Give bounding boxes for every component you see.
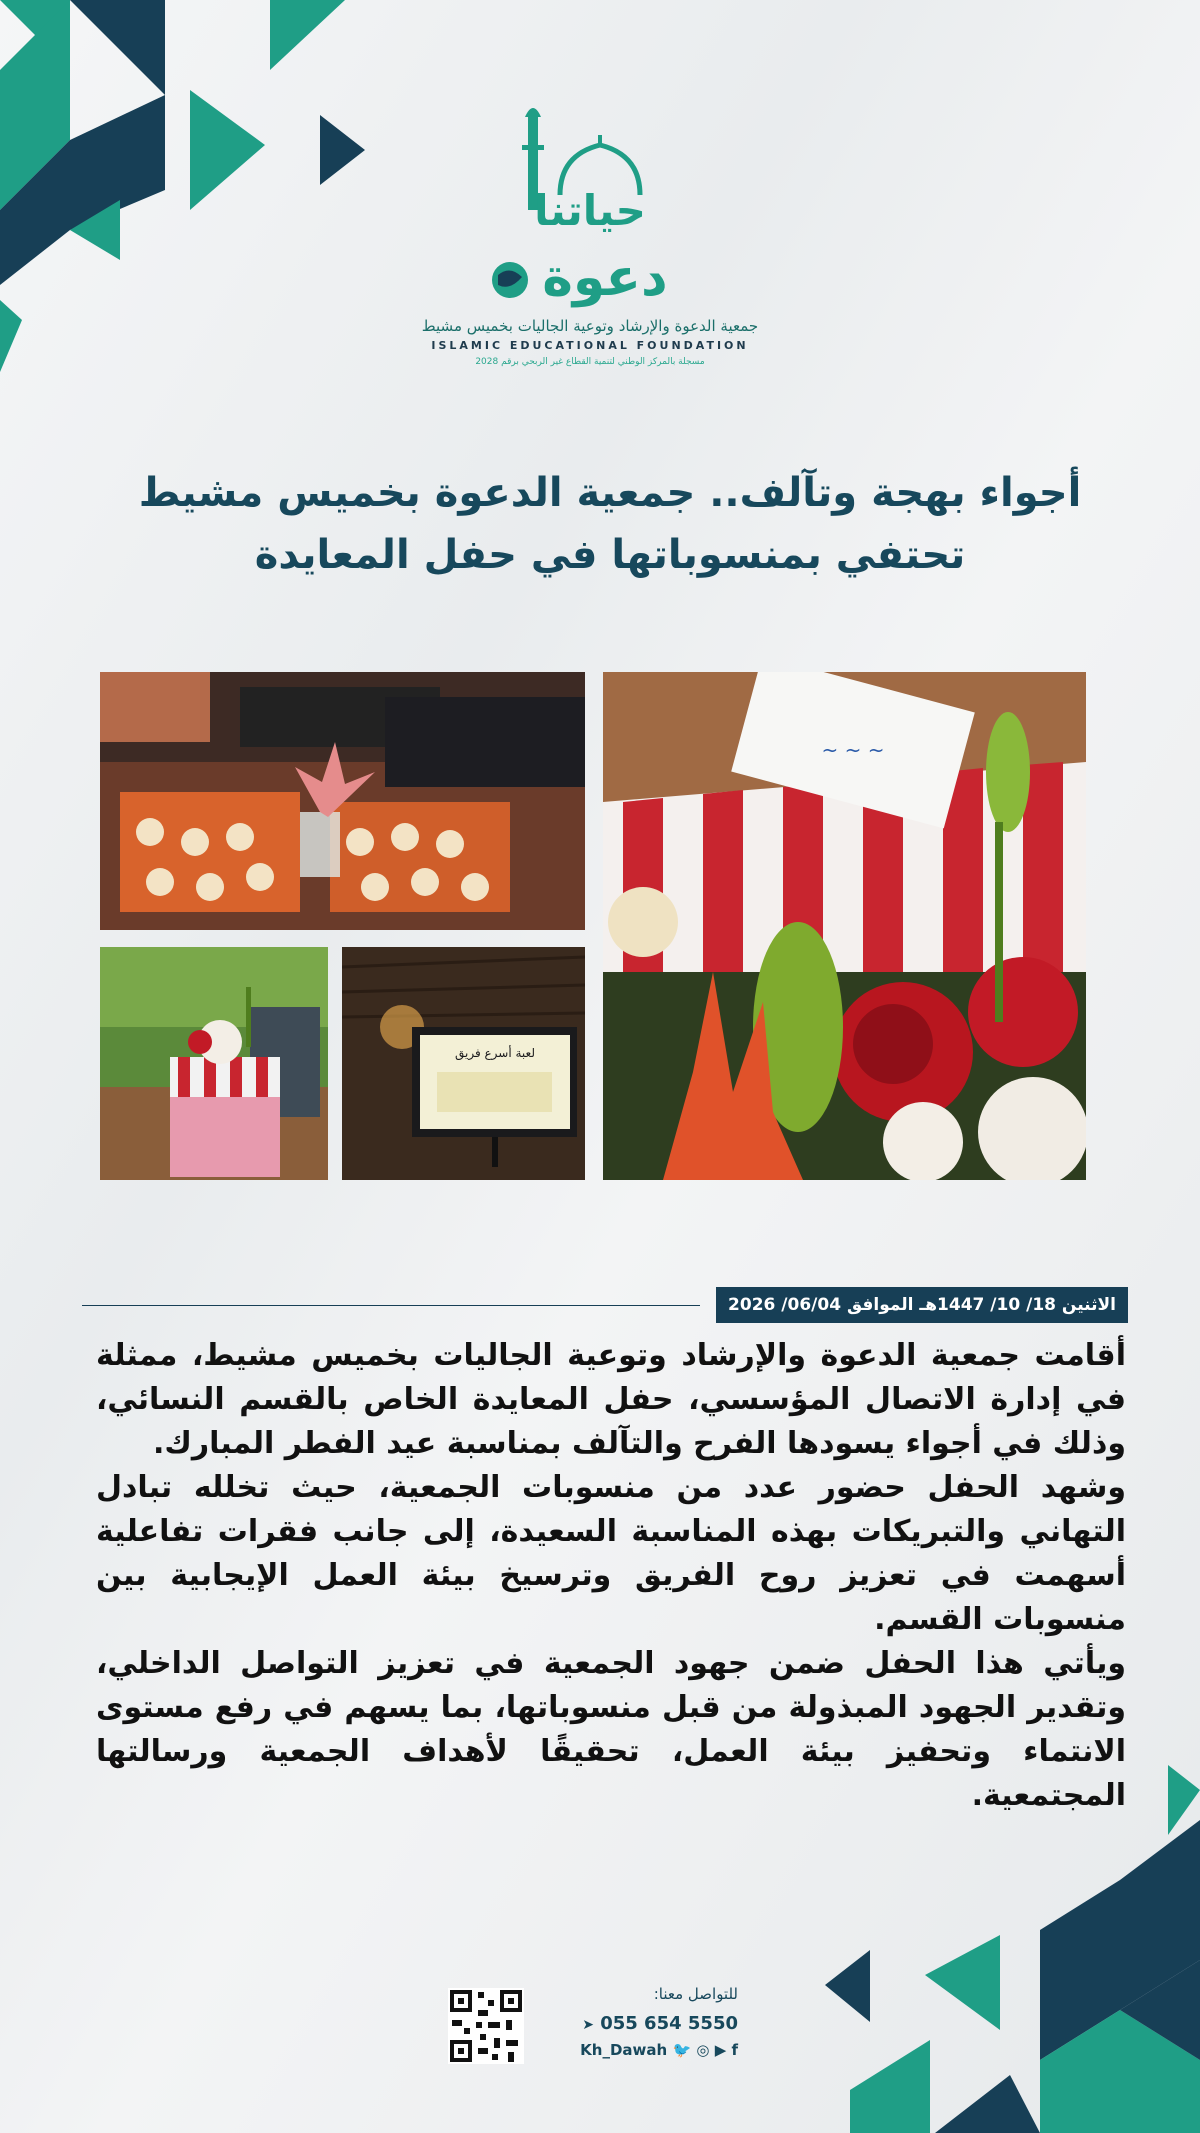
article-paragraph-2: وشهد الحفل حضور عدد من منسوبات الجمعية، حيث تخلله تبادل التهاني والتبريكات بهذه المناسبة السعيدة، إلى جانب فقرات تفاعلية أسهمت في تعزيز روح الفريق وترسيخ بيئة العمل الإيجابية بين منسوبات القسم. [96, 1470, 1126, 1637]
svg-text:~ ~ ~: ~ ~ ~ [821, 738, 885, 762]
logo-emblem-icon [410, 105, 770, 315]
logo-org-name: جمعية الدعوة والإرشاد وتوعية الجاليات بخميس مشيط [421, 317, 759, 335]
svg-text:لعبة أسرع فريق: لعبة أسرع فريق [454, 1046, 536, 1060]
telegram-icon: ➤ [582, 2017, 594, 2033]
twitter-icon: 🐦 [672, 2041, 692, 2059]
date-divider [82, 1305, 700, 1306]
svg-text:دعوة: دعوة [542, 248, 668, 308]
title-line-1: أجواء بهجة وتآلف.. جمعية الدعوة بخميس مشيط [138, 470, 1082, 516]
article-date: الاثنين 18/ 10/ 1447هـ الموافق 06/04/ 2026 [716, 1287, 1128, 1323]
qr-code-icon [448, 1988, 524, 2064]
article-paragraph-3: ويأتي هذا الحفل ضمن جهود الجمعية في تعزيز التواصل الداخلي، وتقدير الجهود المبذولة من قبل منسوباتها، بما يسهم في رفع مستوى الانتماء وتحفيز بيئة العمل، تحقيقًا لأهداف الجمعية ورسالتها المجتمعية. [96, 1646, 1126, 1813]
instagram-icon: ◎ [696, 2041, 710, 2059]
contact-block [448, 1985, 738, 2070]
contact-phone[interactable] [582, 2013, 738, 2034]
title-line-2: تحتفي بمنسوباتها في حفل المعايدة [254, 532, 966, 578]
logo-registration: مسجلة بالمركز الوطني لتنمية القطاع غير الربحي برقم 2028 [475, 357, 705, 367]
handle-text: Kh_Dawah [580, 2041, 668, 2059]
phone-number: 055 654 5550 [600, 2013, 738, 2034]
svg-text:حياتنا: حياتنا [534, 186, 646, 235]
article-body [96, 1334, 1126, 1818]
screen-game-photo [342, 947, 585, 1180]
youtube-icon: ▶ [714, 2041, 727, 2059]
logo-english-name: ISLAMIC EDUCATIONAL FOUNDATION [431, 339, 749, 352]
garden-gift-photo [100, 947, 328, 1180]
facebook-icon: f [731, 2041, 738, 2059]
social-handle[interactable] [580, 2041, 738, 2059]
gift-table-photo [100, 672, 585, 930]
contact-label: للتواصل معنا: [653, 1985, 738, 2003]
article-paragraph-1: أقامت جمعية الدعوة والإرشاد وتوعية الجاليات بخميس مشيط، ممثلة في إدارة الاتصال المؤسسي، حفل المعايدة الخاص بالقسم النسائي، وذلك في أجواء يسودها الفرح والتآلف بمناسبة عيد الفطر المبارك. [96, 1338, 1126, 1461]
organization-logo [410, 105, 770, 380]
flower-bouquet-note-photo [603, 672, 1086, 1180]
page-title [90, 462, 1130, 586]
